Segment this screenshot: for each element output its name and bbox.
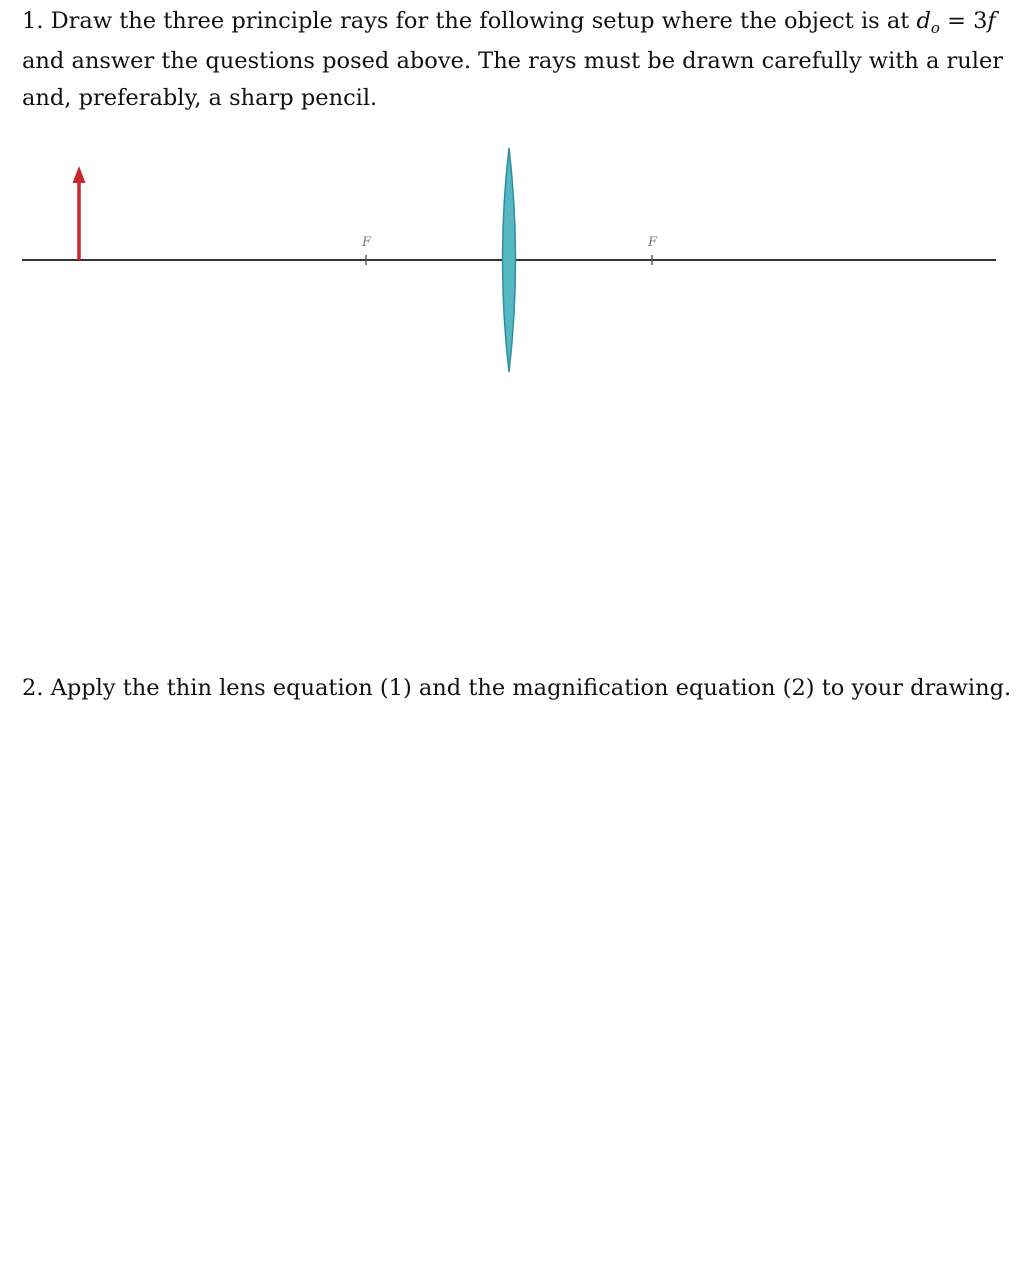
object-distance-var: d — [916, 8, 931, 34]
object-arrow-head — [73, 166, 86, 183]
question-1-number: 1. — [22, 8, 44, 34]
question-1-line-3: and, preferably, a sharp pencil. — [22, 85, 378, 111]
question-2: 2. Apply the thin lens equation (1) and the magnification equation (2) to your drawing. — [22, 675, 1012, 701]
object-distance-subscript: o — [930, 19, 940, 37]
converging-lens — [503, 148, 516, 372]
focal-length-var: f — [987, 8, 996, 34]
focal-label-right: F — [648, 235, 658, 250]
focal-label-left: F — [362, 235, 372, 250]
lens-diagram — [0, 140, 1030, 380]
question-1-line-2: and answer the questions posed above. The rays must be drawn carefully with a ruler — [22, 47, 1004, 74]
question-1-text: Draw the three principle rays for the following setup where the object is at — [50, 8, 917, 34]
question-1-line-1 — [22, 3, 996, 43]
equals-three: = 3 — [939, 8, 988, 34]
question-1 — [22, 3, 1004, 118]
